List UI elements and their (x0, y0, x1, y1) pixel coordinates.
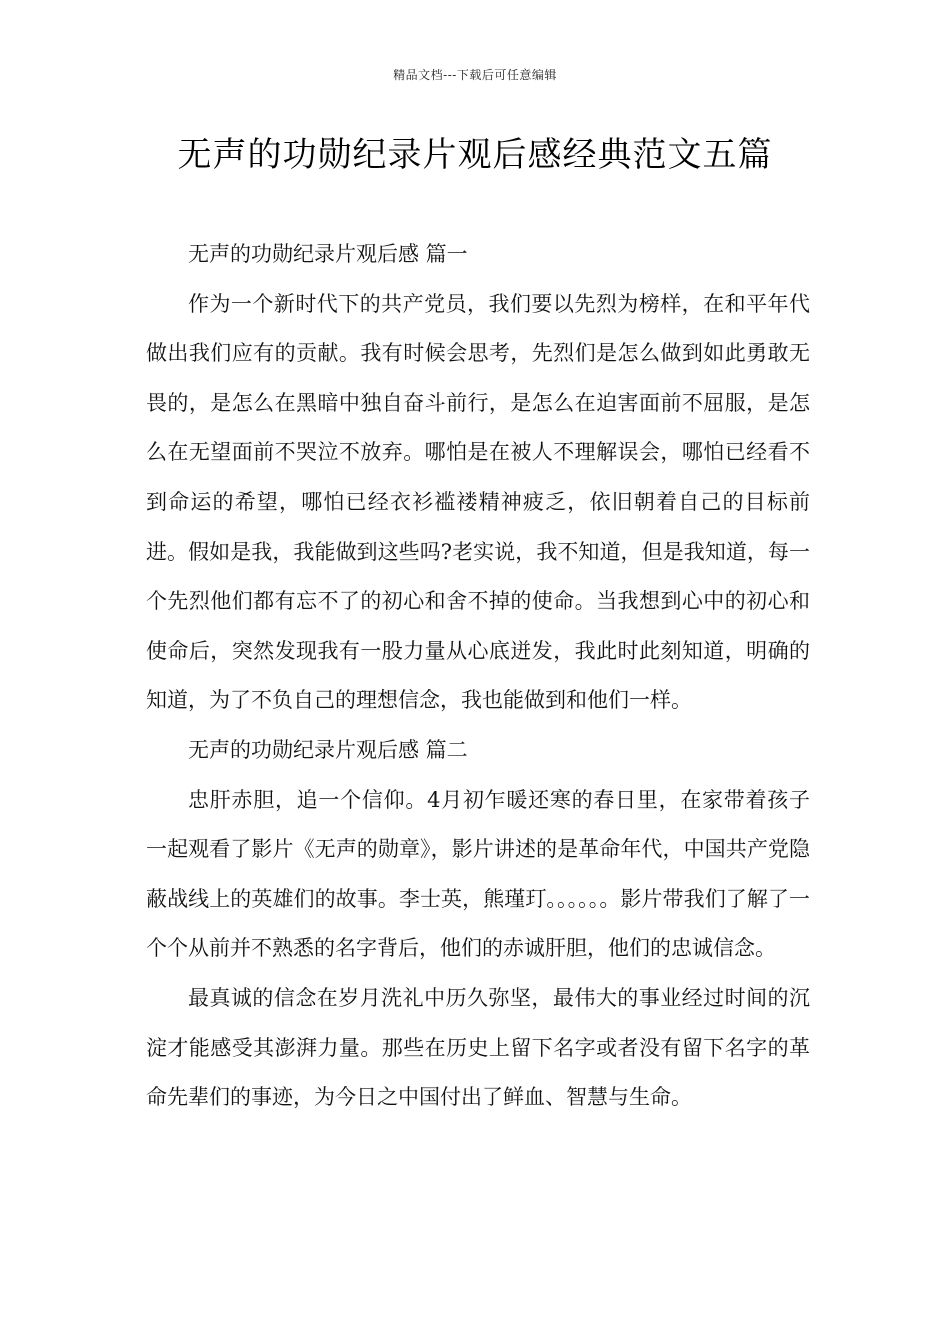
paragraph: 作为一个新时代下的共产党员，我们要以先烈为榜样，在和平年代做出我们应有的贡献。我有时候会思考，先烈们是怎么做到如此勇敢无畏的，是怎么在黑暗中独自奋斗前行，是怎么在迫害面前不屈服，是怎么在无望面前不哭泣不放弃。哪怕是在被人不理解误会，哪怕已经看不到命运的希望，哪怕已经衣衫褴褛精神疲乏，依旧朝着自己的目标前进。假如是我，我能做到这些吗?老实说，我不知道，但是我知道，每一个先烈他们都有忘不了的初心和舍不掉的使命。当我想到心中的初心和使命后，突然发现我有一股力量从心底迸发，我此时此刻知道，明确的知道，为了不负自己的理想信念，我也能做到和他们一样。 (146, 291, 810, 713)
paragraph: 最真诚的信念在岁月洗礼中历久弥坚，最伟大的事业经过时间的沉淀才能感受其澎湃力量。那些在历史上留下名字或者没有留下名字的革命先辈们的事迹，为今日之中国付出了鲜血、智慧与生命。 (146, 985, 810, 1110)
document-body (146, 230, 810, 1123)
paragraph: 忠肝赤胆，追一个信仰。4月初乍暖还寒的春日里，在家带着孩子一起观看了影片《无声的勋章》，影片讲述的是革命年代，中国共产党隐蔽战线上的英雄们的故事。李士英，熊瑾玎。。。。。。影片带我们了解了一个个从前并不熟悉的名字背后，他们的赤诚肝胆，他们的忠诚信念。 (146, 787, 810, 961)
document-title: 无声的功勋纪录片观后感经典范文五篇 (177, 135, 773, 175)
section-heading: 无声的功勋纪录片观后感 篇二 (188, 737, 468, 762)
section-heading: 无声的功勋纪录片观后感 篇一 (188, 242, 468, 266)
page-header: 精品文档---下载后可任意编辑 (393, 68, 557, 82)
